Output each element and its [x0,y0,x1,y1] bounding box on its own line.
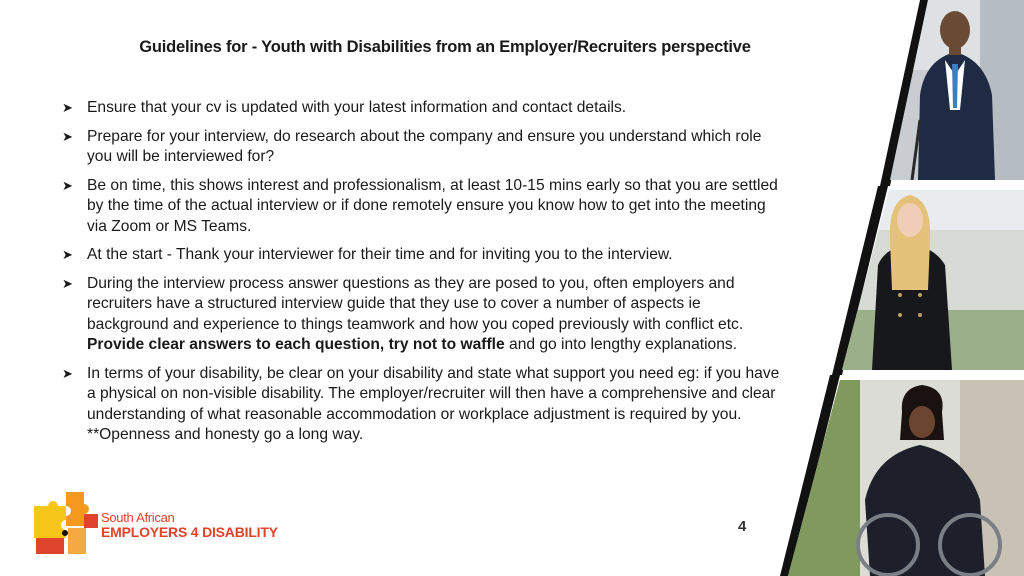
bullet-item [60,245,780,266]
employers-4-disability-logo [26,486,286,560]
photo-woman-wheelchair [780,380,1024,576]
bullet-item [60,127,780,168]
photo-strip [780,0,1024,576]
bullet-text-bold: Provide clear answers to each question, try not to waffle [87,336,505,353]
bullet-text: At the start - Thank your interviewer for their time and for inviting you to the interview. [87,246,673,263]
arrowhead-bullet-icon: ➤ [62,365,73,381]
bullet-item [60,364,780,446]
arrowhead-bullet-icon: ➤ [62,100,73,115]
bullet-text: Prepare for your interview, do research about the company and ensure you understand which role you will be interviewed for? [87,127,762,165]
arrowhead-bullet-icon: ➤ [62,177,73,193]
puzzle-pieces-logo-icon [26,486,102,560]
arrowhead-bullet-icon: ➤ [62,247,73,262]
bullet-text-part: During the interview process answer questions as they are posed to you, often employers and recruiters have a structured interview guide that they use to cover a number of aspects ie background and experience to things teamwork and how you coped previously with conflict etc. [87,274,744,333]
bullet-text: In terms of your disability, be clear on your disability and state what support you need eg: if you have a physical on non-visible disability. The employer/recruiter will then have a comprehensive and clear understanding of what reasonable accommodation or workplace adjustment is required by you. **Openness and honesty go a long way. [87,364,780,443]
slide-title: Guidelines for - Youth with Disabilities from an Employer/Recruiters perspective [139,38,751,56]
bullet-text: Be on time, this shows interest and professionalism, at least 10-15 mins early so that you are settled by the time of the actual interview or if done remotely ensure you know how to get into the meeting via Zoom or MS Teams. [87,176,778,235]
logo-text-line1: South African [101,510,175,525]
page-number: 4 [738,518,747,535]
logo-text-line2: EMPLOYERS 4 DISABILITY [101,524,278,540]
arrowhead-bullet-icon: ➤ [62,275,73,291]
bullet-item [60,274,780,356]
arrowhead-bullet-icon: ➤ [62,128,73,144]
bullet-item [60,98,780,119]
bullet-item [60,176,780,238]
photo-woman-blazer [840,190,1024,370]
bullet-text: Ensure that your cv is updated with your latest information and contact details. [87,99,627,116]
bullet-text-part: and go into lengthy explanations. [504,336,738,353]
bullet-dot [62,530,68,536]
bullet-list [60,98,780,454]
